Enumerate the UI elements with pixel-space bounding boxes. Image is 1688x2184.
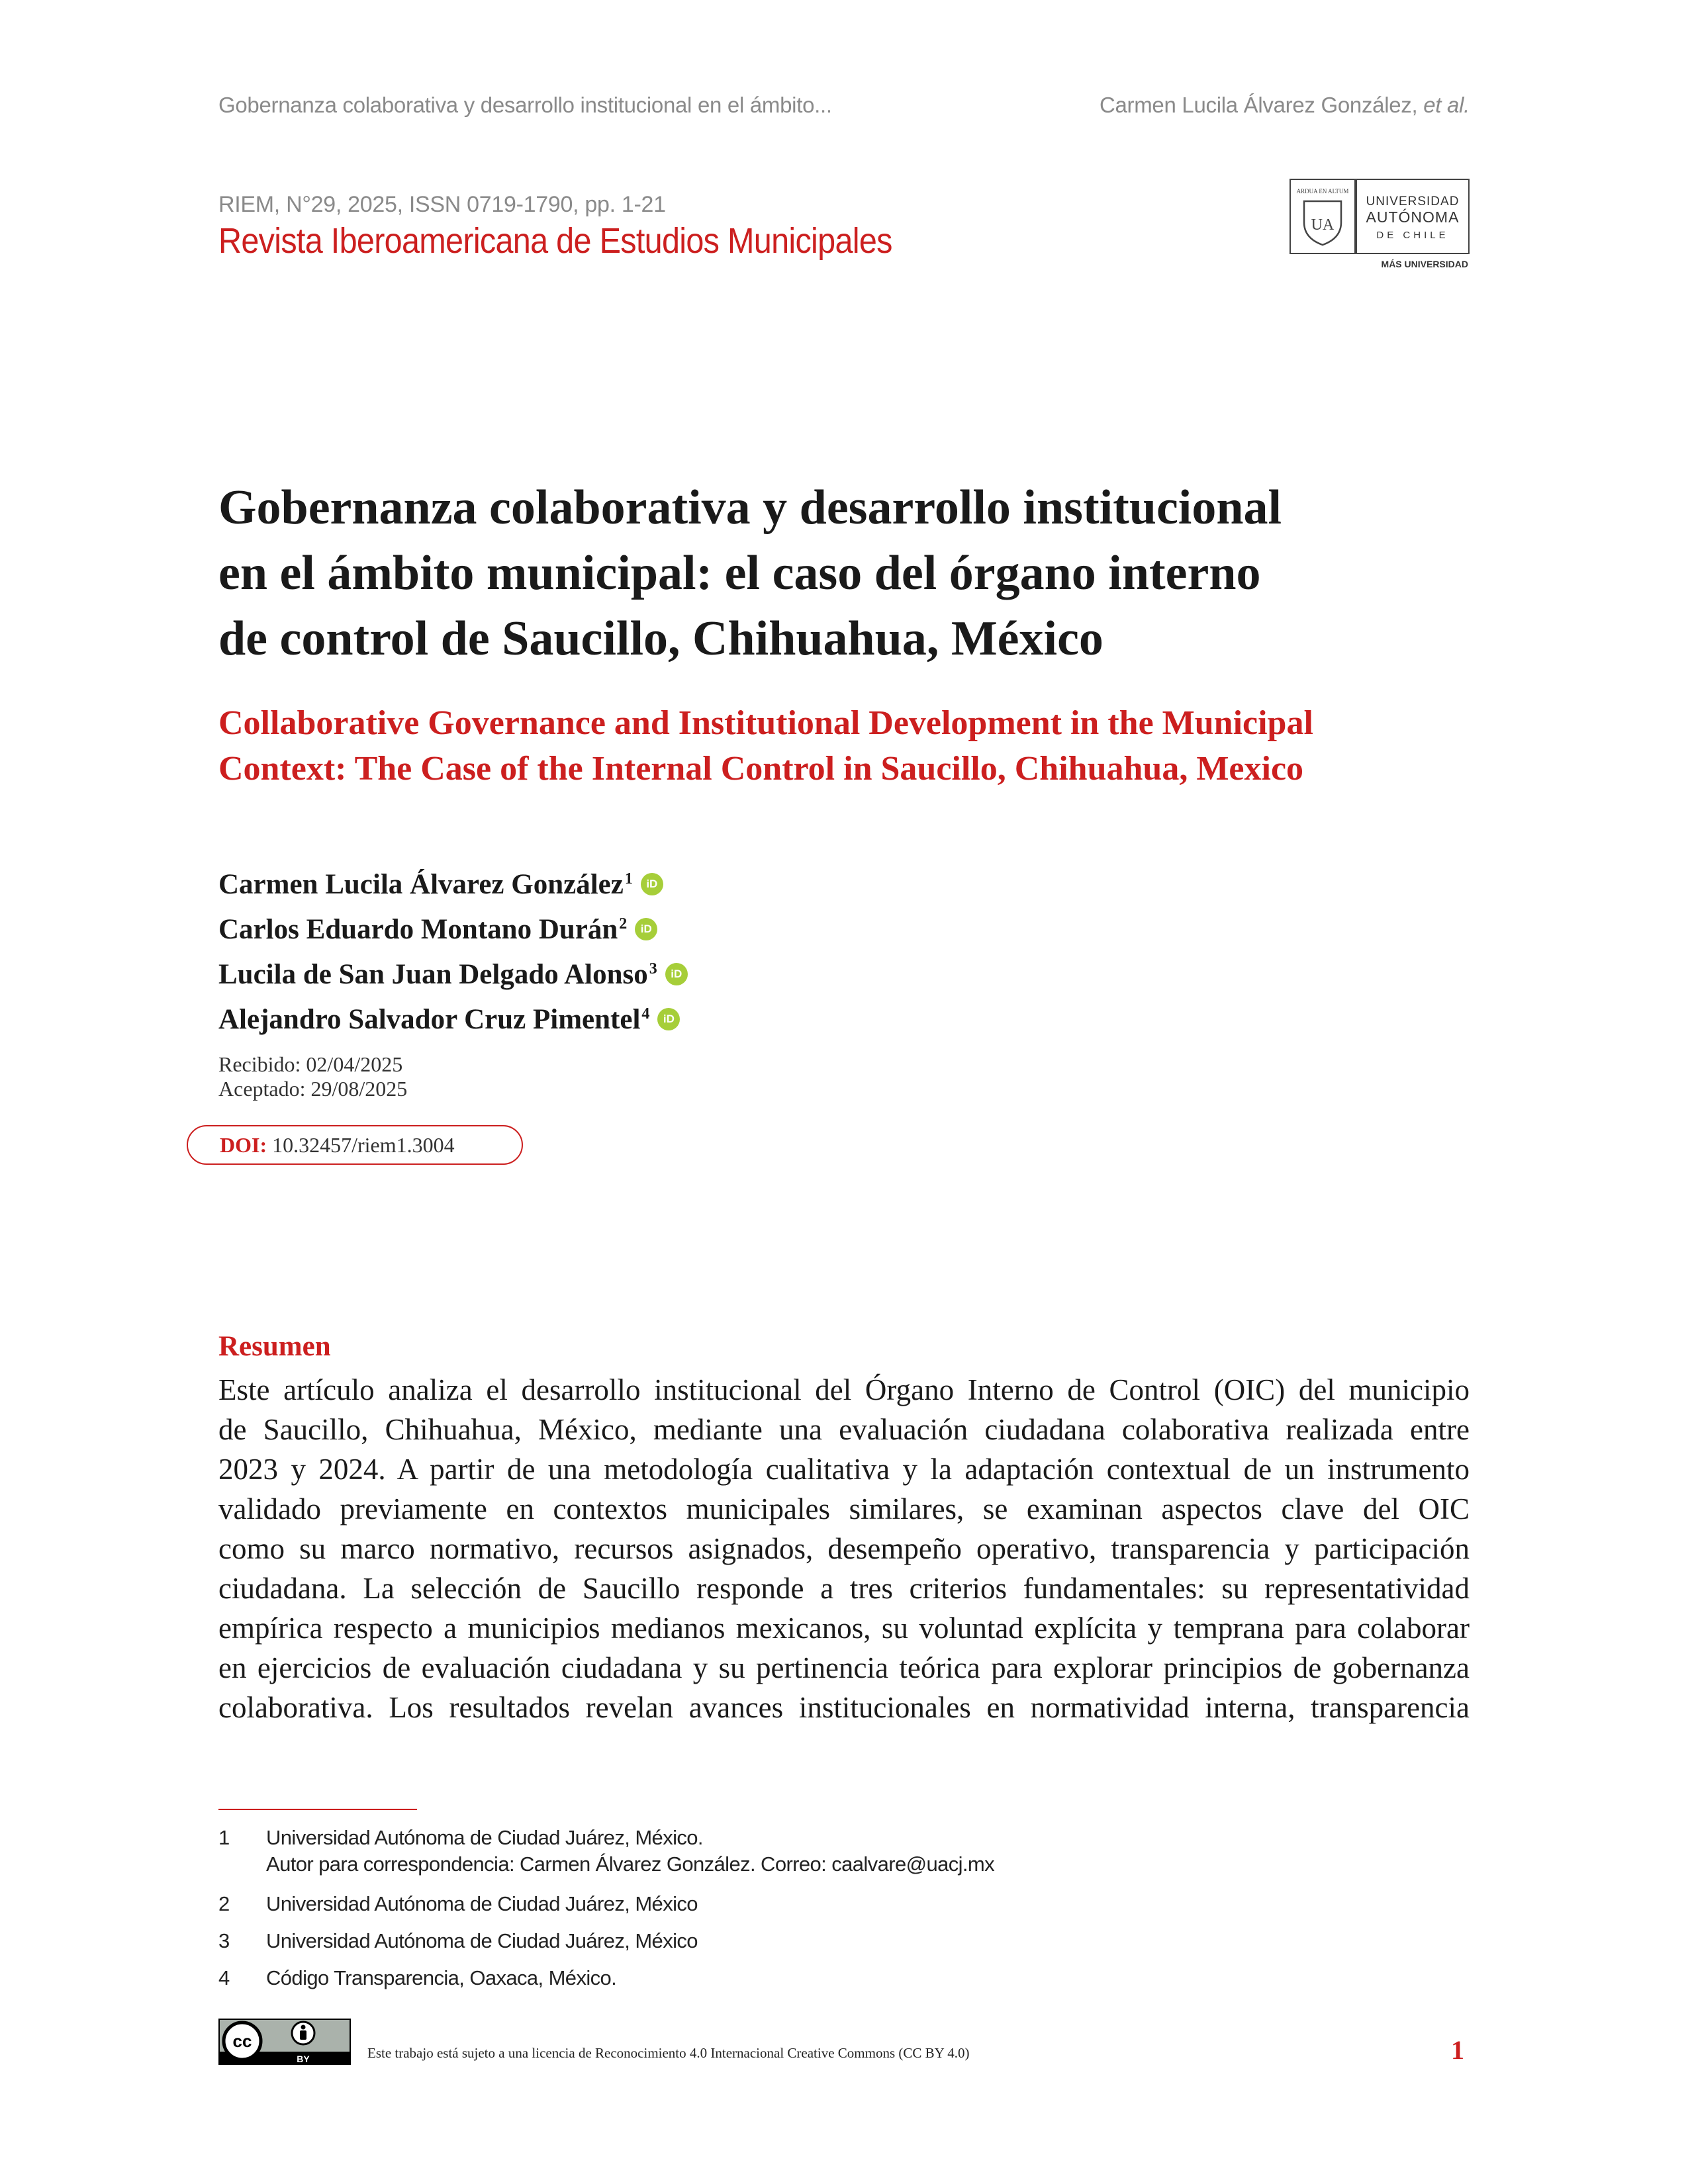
seal-motto: ARDUA EN ALTUM xyxy=(1296,188,1349,195)
orcid-icon[interactable]: iD xyxy=(665,963,688,985)
running-author xyxy=(1100,93,1470,118)
footnote-2 xyxy=(218,1891,698,1917)
logo-line1: UNIVERSIDAD xyxy=(1366,195,1460,208)
author-name: Alejandro Salvador Cruz Pimentel xyxy=(218,1004,641,1035)
author-1 xyxy=(218,868,663,901)
footnote-number: 1 xyxy=(218,1826,230,1849)
accepted-date: Aceptado: 29/08/2025 xyxy=(218,1077,408,1101)
seal-text: UA xyxy=(1311,216,1335,234)
title-line: en el ámbito municipal: el caso del órgano interno xyxy=(218,546,1261,600)
footnote-4 xyxy=(218,1965,616,1991)
author-3 xyxy=(218,958,688,991)
abstract-line: ciudadana. La selección de Saucillo responde a tres criterios fundamentales: su representatividad xyxy=(218,1572,1470,1605)
page-number: 1 xyxy=(1451,2035,1464,2065)
logo-tagline: MÁS UNIVERSIDAD xyxy=(1381,259,1468,269)
author-name: Lucila de San Juan Delgado Alonso xyxy=(218,959,648,990)
submission-dates xyxy=(218,1052,407,1101)
abstract-line: Este artículo analiza el desarrollo institucional del Órgano Interno de Control (OIC) del municipio xyxy=(218,1373,1470,1406)
author-affiliation-mark: 1 xyxy=(624,870,633,887)
footnote-text: Universidad Autónoma de Ciudad Juárez, México xyxy=(266,1929,698,1952)
footnote-text: Universidad Autónoma de Ciudad Juárez, México. xyxy=(266,1826,703,1849)
cc-by-license-badge[interactable] xyxy=(218,2019,351,2065)
running-author-name: Carmen Lucila Álvarez González, xyxy=(1099,93,1418,117)
journal-meta: RIEM, N°29, 2025, ISSN 0719-1790, pp. 1-21 xyxy=(218,192,666,217)
abstract-line: como su marco normativo, recursos asignados, desempeño operativo, transparencia y participación xyxy=(218,1532,1470,1565)
footnote-text: Universidad Autónoma de Ciudad Juárez, México xyxy=(266,1892,698,1915)
by-label: BY xyxy=(297,2054,310,2064)
journal-name: Revista Iberoamericana de Estudios Municipales xyxy=(218,221,892,261)
title-en-line: Collaborative Governance and Institutional Development in the Municipal xyxy=(218,704,1313,742)
footnote-divider xyxy=(218,1809,417,1810)
footnote-3 xyxy=(218,1928,698,1954)
title-line: Gobernanza colaborativa y desarrollo institucional xyxy=(218,480,1282,535)
abstract-body xyxy=(218,1370,1470,1727)
author-name: Carmen Lucila Álvarez González xyxy=(218,869,624,900)
received-date: Recibido: 02/04/2025 xyxy=(218,1052,403,1076)
author-affiliation-mark: 3 xyxy=(649,960,657,978)
title-line: de control de Saucillo, Chihuahua, México xyxy=(218,612,1103,666)
footnote-1 xyxy=(218,1825,994,1878)
author-2 xyxy=(218,913,657,946)
abstract-line: 2023 y 2024. A partir de una metodología cualitativa y la adaptación contextual de un instrumento xyxy=(218,1453,1470,1486)
logo-line2: AUTÓNOMA xyxy=(1366,208,1460,226)
doi-value[interactable]: 10.32457/riem1.3004 xyxy=(272,1133,455,1157)
footnote-number: 4 xyxy=(218,1966,230,1989)
license-text: Este trabajo está sujeto a una licencia de Reconocimiento 4.0 Internacional Creative Commons (CC BY 4.0) xyxy=(367,2045,970,2061)
article-title-english xyxy=(218,700,1489,792)
abstract-line: empírica respecto a municipios medianos mexicanos, su voluntad explícita y temprana para colaborar xyxy=(218,1612,1470,1645)
author-affiliation-mark: 4 xyxy=(641,1005,650,1023)
abstract-line: colaborativa. Los resultados revelan avances institucionales en normatividad interna, transparencia xyxy=(218,1691,1470,1724)
university-logo xyxy=(1289,179,1470,271)
footnote-number: 3 xyxy=(218,1929,230,1952)
author-name: Carlos Eduardo Montano Durán xyxy=(218,914,618,945)
footnote-text: Código Transparencia, Oaxaca, México. xyxy=(266,1966,617,1989)
footnote-text-continued: Autor para correspondencia: Carmen Álvarez González. Correo: caalvare@uacj.mx xyxy=(266,1852,995,1876)
orcid-icon[interactable]: iD xyxy=(641,873,663,895)
author-affiliation-mark: 2 xyxy=(619,915,628,933)
cc-label: cc xyxy=(232,2031,252,2051)
orcid-icon[interactable]: iD xyxy=(657,1008,680,1030)
abstract-line: en ejercicios de evaluación ciudadana y su pertinencia teórica para explorar principios de gobernanza xyxy=(218,1651,1470,1684)
doi-label: DOI: xyxy=(220,1133,267,1157)
footnote-number: 2 xyxy=(218,1892,230,1915)
doi-badge[interactable] xyxy=(187,1125,523,1165)
running-author-etal: et al. xyxy=(1423,93,1470,117)
running-title: Gobernanza colaborativa y desarrollo institucional en el ámbito... xyxy=(218,93,832,117)
abstract-line: de Saucillo, Chihuahua, México, mediante una evaluación ciudadana colaborativa realizada entre xyxy=(218,1413,1470,1446)
orcid-icon[interactable]: iD xyxy=(635,918,657,940)
abstract-line: validado previamente en contextos municipales similares, se examinan aspectos clave del OIC xyxy=(218,1492,1470,1525)
author-4 xyxy=(218,1003,680,1036)
title-en-line: Context: The Case of the Internal Control in Saucillo, Chihuahua, Mexico xyxy=(218,750,1304,788)
abstract-heading: Resumen xyxy=(218,1331,331,1362)
article-title xyxy=(218,475,1476,672)
logo-line3: DE CHILE xyxy=(1376,230,1449,241)
